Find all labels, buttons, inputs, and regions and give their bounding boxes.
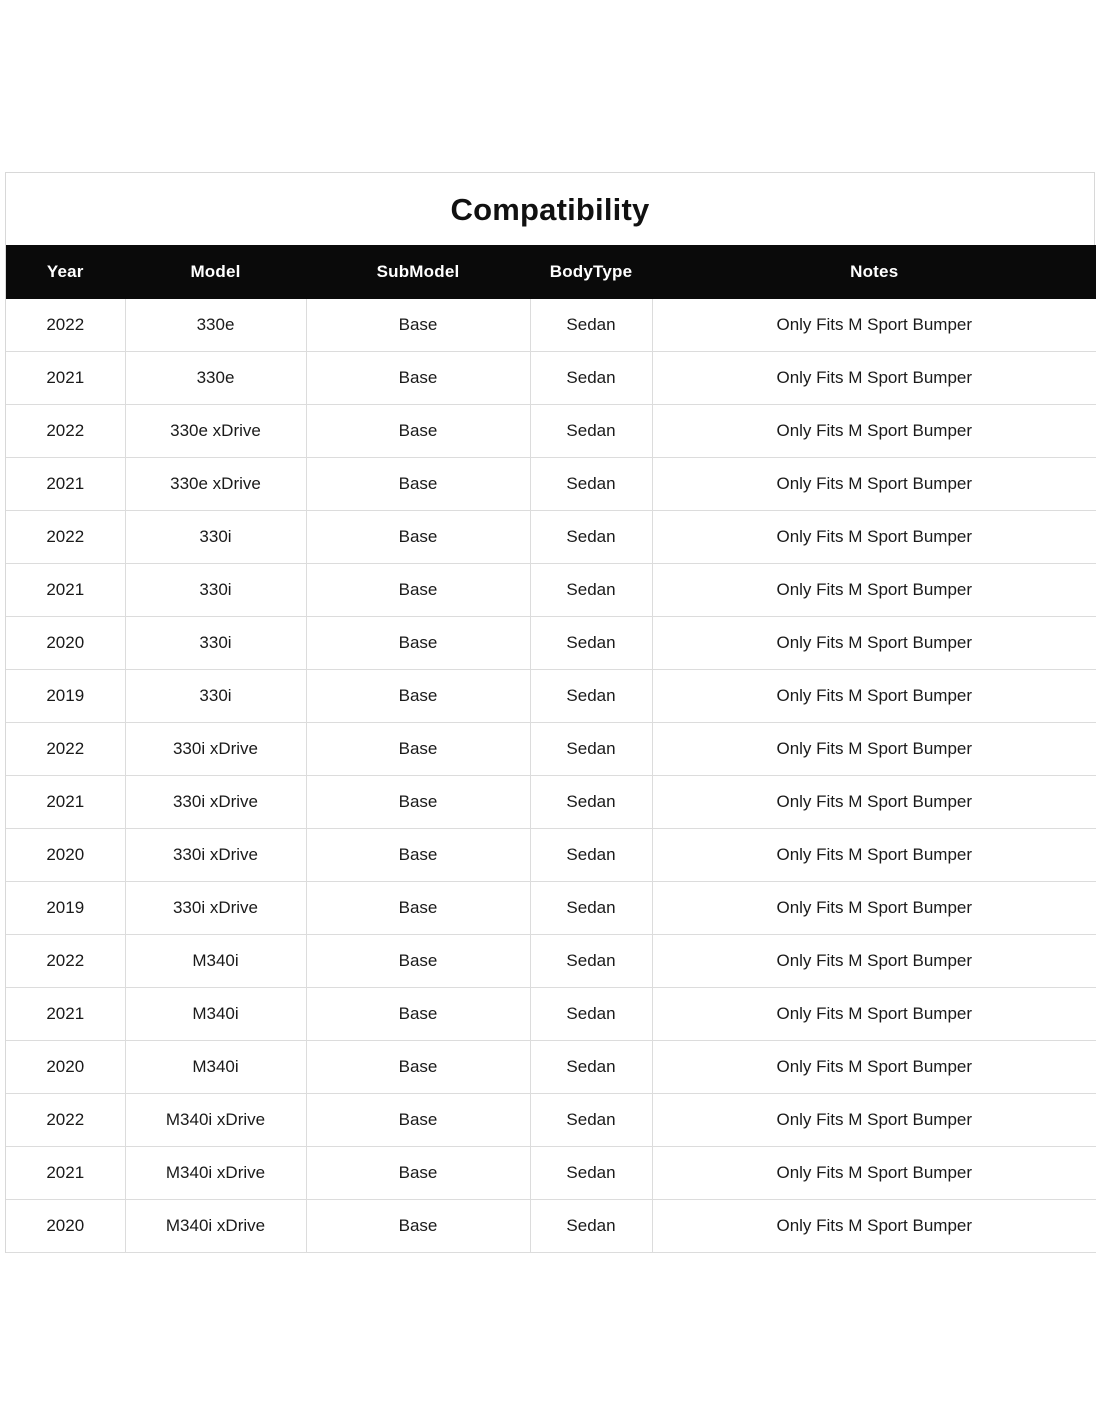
cell-notes: Only Fits M Sport Bumper bbox=[652, 829, 1096, 882]
cell-notes: Only Fits M Sport Bumper bbox=[652, 1041, 1096, 1094]
table-row bbox=[6, 670, 1096, 723]
table-header bbox=[6, 245, 1096, 299]
cell-bodytype: Sedan bbox=[530, 564, 652, 617]
cell-notes: Only Fits M Sport Bumper bbox=[652, 988, 1096, 1041]
page-title: Compatibility bbox=[6, 173, 1094, 245]
table-row bbox=[6, 405, 1096, 458]
cell-submodel: Base bbox=[306, 1147, 530, 1200]
cell-submodel: Base bbox=[306, 988, 530, 1041]
cell-model: 330i xDrive bbox=[125, 723, 306, 776]
table-row bbox=[6, 723, 1096, 776]
cell-model: 330e bbox=[125, 299, 306, 352]
cell-notes: Only Fits M Sport Bumper bbox=[652, 405, 1096, 458]
cell-notes: Only Fits M Sport Bumper bbox=[652, 723, 1096, 776]
table-row bbox=[6, 988, 1096, 1041]
compatibility-table-container bbox=[5, 172, 1095, 1253]
table-body bbox=[6, 299, 1096, 1253]
cell-notes: Only Fits M Sport Bumper bbox=[652, 511, 1096, 564]
cell-year: 2020 bbox=[6, 617, 125, 670]
cell-model: M340i bbox=[125, 988, 306, 1041]
cell-bodytype: Sedan bbox=[530, 458, 652, 511]
table-row bbox=[6, 1147, 1096, 1200]
cell-model: 330e xDrive bbox=[125, 405, 306, 458]
cell-bodytype: Sedan bbox=[530, 511, 652, 564]
cell-bodytype: Sedan bbox=[530, 1200, 652, 1253]
column-header-model: Model bbox=[125, 245, 306, 299]
cell-notes: Only Fits M Sport Bumper bbox=[652, 299, 1096, 352]
cell-submodel: Base bbox=[306, 882, 530, 935]
cell-notes: Only Fits M Sport Bumper bbox=[652, 882, 1096, 935]
cell-submodel: Base bbox=[306, 458, 530, 511]
cell-bodytype: Sedan bbox=[530, 776, 652, 829]
table-row bbox=[6, 564, 1096, 617]
table-header-row bbox=[6, 245, 1096, 299]
cell-submodel: Base bbox=[306, 1041, 530, 1094]
cell-submodel: Base bbox=[306, 299, 530, 352]
cell-bodytype: Sedan bbox=[530, 1041, 652, 1094]
cell-model: 330i bbox=[125, 564, 306, 617]
cell-bodytype: Sedan bbox=[530, 988, 652, 1041]
cell-year: 2022 bbox=[6, 299, 125, 352]
cell-bodytype: Sedan bbox=[530, 829, 652, 882]
table-row bbox=[6, 776, 1096, 829]
cell-bodytype: Sedan bbox=[530, 723, 652, 776]
cell-year: 2021 bbox=[6, 1147, 125, 1200]
cell-submodel: Base bbox=[306, 405, 530, 458]
cell-model: 330i xDrive bbox=[125, 829, 306, 882]
cell-bodytype: Sedan bbox=[530, 405, 652, 458]
column-header-year: Year bbox=[6, 245, 125, 299]
table-row bbox=[6, 352, 1096, 405]
cell-notes: Only Fits M Sport Bumper bbox=[652, 670, 1096, 723]
cell-year: 2022 bbox=[6, 511, 125, 564]
table-row bbox=[6, 1094, 1096, 1147]
cell-notes: Only Fits M Sport Bumper bbox=[652, 1094, 1096, 1147]
table-row bbox=[6, 829, 1096, 882]
cell-submodel: Base bbox=[306, 670, 530, 723]
cell-model: M340i xDrive bbox=[125, 1147, 306, 1200]
cell-year: 2021 bbox=[6, 564, 125, 617]
cell-year: 2019 bbox=[6, 670, 125, 723]
cell-model: 330e xDrive bbox=[125, 458, 306, 511]
cell-model: 330i xDrive bbox=[125, 882, 306, 935]
cell-submodel: Base bbox=[306, 829, 530, 882]
cell-model: 330i bbox=[125, 617, 306, 670]
cell-bodytype: Sedan bbox=[530, 670, 652, 723]
cell-notes: Only Fits M Sport Bumper bbox=[652, 1147, 1096, 1200]
cell-year: 2020 bbox=[6, 829, 125, 882]
cell-model: M340i bbox=[125, 1041, 306, 1094]
cell-submodel: Base bbox=[306, 352, 530, 405]
cell-submodel: Base bbox=[306, 776, 530, 829]
cell-year: 2022 bbox=[6, 723, 125, 776]
cell-year: 2022 bbox=[6, 1094, 125, 1147]
cell-notes: Only Fits M Sport Bumper bbox=[652, 1200, 1096, 1253]
cell-bodytype: Sedan bbox=[530, 299, 652, 352]
cell-year: 2021 bbox=[6, 352, 125, 405]
cell-bodytype: Sedan bbox=[530, 352, 652, 405]
cell-submodel: Base bbox=[306, 1200, 530, 1253]
cell-model: M340i xDrive bbox=[125, 1200, 306, 1253]
cell-year: 2022 bbox=[6, 405, 125, 458]
cell-model: M340i bbox=[125, 935, 306, 988]
cell-model: 330e bbox=[125, 352, 306, 405]
cell-notes: Only Fits M Sport Bumper bbox=[652, 564, 1096, 617]
compatibility-table bbox=[6, 245, 1096, 1253]
table-row bbox=[6, 458, 1096, 511]
cell-year: 2022 bbox=[6, 935, 125, 988]
cell-model: 330i bbox=[125, 670, 306, 723]
cell-year: 2020 bbox=[6, 1200, 125, 1253]
table-row bbox=[6, 1041, 1096, 1094]
table-row bbox=[6, 1200, 1096, 1253]
column-header-notes: Notes bbox=[652, 245, 1096, 299]
cell-bodytype: Sedan bbox=[530, 1094, 652, 1147]
table-row bbox=[6, 511, 1096, 564]
cell-submodel: Base bbox=[306, 511, 530, 564]
cell-bodytype: Sedan bbox=[530, 935, 652, 988]
column-header-bodytype: BodyType bbox=[530, 245, 652, 299]
table-row bbox=[6, 935, 1096, 988]
cell-year: 2019 bbox=[6, 882, 125, 935]
cell-submodel: Base bbox=[306, 935, 530, 988]
cell-submodel: Base bbox=[306, 1094, 530, 1147]
cell-notes: Only Fits M Sport Bumper bbox=[652, 617, 1096, 670]
table-row bbox=[6, 617, 1096, 670]
cell-bodytype: Sedan bbox=[530, 1147, 652, 1200]
cell-notes: Only Fits M Sport Bumper bbox=[652, 352, 1096, 405]
cell-bodytype: Sedan bbox=[530, 882, 652, 935]
cell-year: 2021 bbox=[6, 776, 125, 829]
cell-year: 2021 bbox=[6, 988, 125, 1041]
cell-model: 330i xDrive bbox=[125, 776, 306, 829]
cell-submodel: Base bbox=[306, 723, 530, 776]
cell-bodytype: Sedan bbox=[530, 617, 652, 670]
cell-submodel: Base bbox=[306, 564, 530, 617]
cell-notes: Only Fits M Sport Bumper bbox=[652, 458, 1096, 511]
cell-year: 2020 bbox=[6, 1041, 125, 1094]
cell-year: 2021 bbox=[6, 458, 125, 511]
table-row bbox=[6, 882, 1096, 935]
cell-model: M340i xDrive bbox=[125, 1094, 306, 1147]
cell-notes: Only Fits M Sport Bumper bbox=[652, 935, 1096, 988]
table-row bbox=[6, 299, 1096, 352]
cell-notes: Only Fits M Sport Bumper bbox=[652, 776, 1096, 829]
cell-submodel: Base bbox=[306, 617, 530, 670]
column-header-submodel: SubModel bbox=[306, 245, 530, 299]
cell-model: 330i bbox=[125, 511, 306, 564]
